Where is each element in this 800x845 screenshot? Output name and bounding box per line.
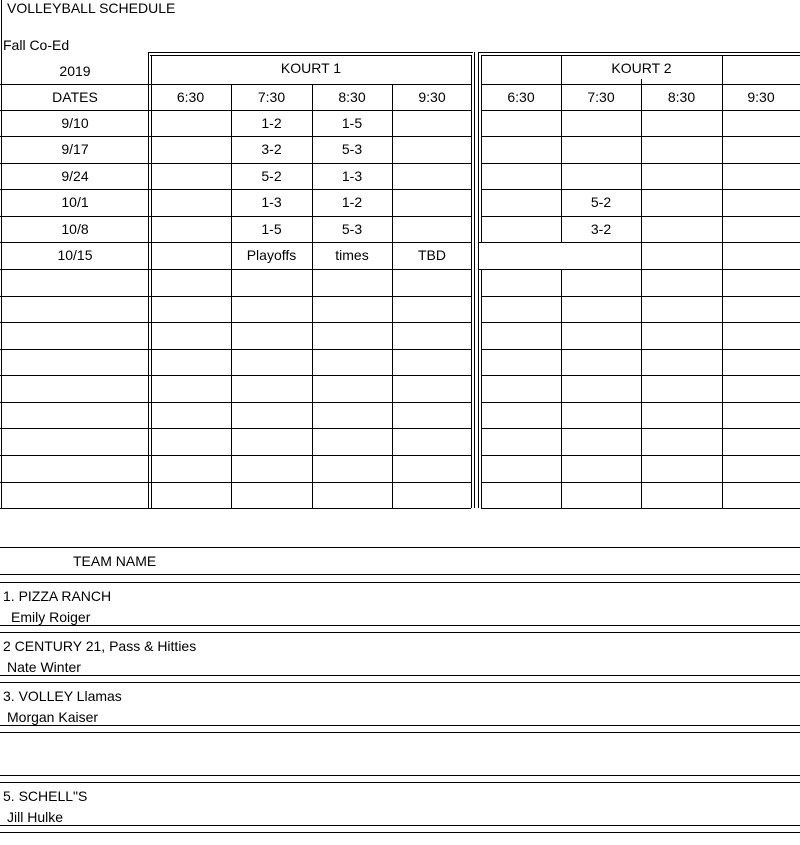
team-captain: Emily Roiger bbox=[11, 609, 91, 625]
kourt2-outer-top bbox=[478, 52, 800, 53]
dates-header: DATES bbox=[52, 89, 98, 105]
kourt1-match-cell bbox=[150, 242, 231, 268]
team-captain: Nate Winter bbox=[7, 659, 81, 675]
kourt1-match-cell bbox=[150, 189, 231, 215]
kourt2-match-cell bbox=[641, 189, 722, 215]
kourt1-match-cell: 1-5 bbox=[261, 221, 282, 237]
team-name-header: TEAM NAME bbox=[73, 553, 157, 569]
kourt1-match-cell bbox=[150, 216, 231, 242]
kourt1-match-cell: times bbox=[335, 247, 369, 263]
team-name: 3. VOLLEY Llamas bbox=[3, 688, 122, 704]
team-rule bbox=[0, 675, 800, 676]
time-header: 7:30 bbox=[587, 89, 615, 105]
kourt1-match-cell: Playoffs bbox=[246, 247, 297, 263]
team-name: 2 CENTURY 21, Pass & Hitties bbox=[3, 638, 197, 654]
team-rule bbox=[0, 625, 800, 626]
kourt2-match-cell bbox=[561, 110, 641, 136]
team-rule bbox=[0, 682, 800, 683]
kourt2-match-cell bbox=[722, 189, 800, 215]
time-header: 9:30 bbox=[418, 89, 446, 105]
kourt2-header-divider bbox=[722, 55, 723, 84]
team-rule bbox=[0, 782, 800, 783]
kourt1-match-cell bbox=[150, 110, 231, 136]
kourt1-match-cell: 5-3 bbox=[341, 221, 363, 237]
kourt1-match-cell: 1-3 bbox=[341, 168, 363, 184]
kourt2-match-cell bbox=[561, 242, 641, 268]
team-rule bbox=[0, 775, 800, 776]
row-line bbox=[0, 322, 471, 323]
time-header: 8:30 bbox=[667, 89, 696, 105]
team-name: 1. PIZZA RANCH bbox=[3, 588, 112, 604]
kourt1-match-cell bbox=[392, 216, 472, 242]
league-label: Fall Co-Ed bbox=[3, 37, 70, 53]
date-cell: 10/15 bbox=[57, 247, 93, 263]
kourt2-match-cell bbox=[641, 242, 722, 268]
kourt1-outer-top bbox=[148, 52, 473, 53]
team-rule bbox=[0, 832, 800, 833]
kourt2-match-cell bbox=[722, 242, 800, 268]
date-cell: 10/8 bbox=[61, 221, 89, 237]
row-line bbox=[0, 482, 471, 483]
row-line bbox=[0, 455, 471, 456]
row-line bbox=[0, 269, 471, 270]
kourt2-match-cell: 5-2 bbox=[590, 194, 612, 210]
team-rule bbox=[0, 632, 800, 633]
kourt1-match-cell: 1-2 bbox=[261, 115, 282, 131]
kourt2-match-cell bbox=[481, 136, 561, 162]
kourt1-match-cell bbox=[392, 110, 472, 136]
kourt2-match-cell bbox=[481, 242, 561, 268]
team-captain: Morgan Kaiser bbox=[7, 709, 99, 725]
time-header: 7:30 bbox=[257, 89, 286, 105]
kourt2-label: KOURT 2 bbox=[611, 60, 672, 76]
kourt1-match-cell bbox=[392, 189, 472, 215]
kourt1-match-cell: 1-5 bbox=[341, 115, 363, 131]
kourt1-match-cell bbox=[392, 163, 472, 189]
kourt2-match-cell bbox=[722, 136, 800, 162]
kourt2-match-cell bbox=[561, 136, 641, 162]
kourt1-match-cell bbox=[150, 136, 231, 162]
team-captain: Jill Hulke bbox=[7, 809, 64, 825]
kourt2-match-cell bbox=[641, 216, 722, 242]
teams-rule bbox=[0, 582, 800, 583]
time-header: 6:30 bbox=[176, 89, 205, 105]
kourt2-match-cell bbox=[722, 110, 800, 136]
kourt2-match-cell bbox=[481, 189, 561, 215]
teams-rule bbox=[0, 574, 800, 575]
kourt2-match-cell bbox=[481, 163, 561, 189]
row-line bbox=[0, 508, 471, 509]
date-cell: 10/1 bbox=[61, 194, 89, 210]
kourt1-label: KOURT 1 bbox=[280, 60, 342, 76]
kourt1-outer-right bbox=[474, 52, 475, 508]
kourt2-match-cell bbox=[722, 163, 800, 189]
kourt2-match-cell bbox=[561, 163, 641, 189]
team-rule bbox=[0, 732, 800, 733]
kourt1-match-cell: TBD bbox=[418, 247, 446, 263]
date-cell: 9/24 bbox=[61, 168, 89, 184]
kourt2-match-cell bbox=[641, 163, 722, 189]
time-header: 8:30 bbox=[338, 89, 366, 105]
kourt2-match-cell bbox=[641, 136, 722, 162]
kourt2-match-cell bbox=[722, 216, 800, 242]
kourt1-match-cell: 5-2 bbox=[261, 168, 282, 184]
kourt2-match-cell: 3-2 bbox=[590, 221, 612, 237]
kourt2-inner-left-bottom bbox=[481, 269, 482, 508]
time-header: 6:30 bbox=[507, 89, 535, 105]
kourt2-match-cell bbox=[641, 110, 722, 136]
kourt1-match-cell bbox=[150, 163, 231, 189]
kourt2-gap-bottom bbox=[478, 269, 641, 270]
kourt1-match-cell: 3-2 bbox=[261, 141, 282, 157]
kourt1-match-cell: 5-3 bbox=[341, 141, 363, 157]
teams-rule bbox=[0, 547, 800, 548]
kourt1-match-cell bbox=[392, 136, 472, 162]
kourt1-match-cell: 1-3 bbox=[261, 194, 282, 210]
time-header: 9:30 bbox=[747, 89, 775, 105]
team-name: 5. SCHELL"S bbox=[3, 788, 88, 804]
date-cell: 9/10 bbox=[61, 115, 89, 131]
year-label: 2019 bbox=[59, 63, 91, 79]
team-rule bbox=[0, 825, 800, 826]
kourt2-outer-left bbox=[478, 52, 479, 508]
schedule-title: VOLLEYBALL SCHEDULE bbox=[7, 0, 176, 16]
kourt2-match-cell bbox=[481, 216, 561, 242]
row-line bbox=[0, 349, 471, 350]
row-line bbox=[0, 428, 471, 429]
row-line bbox=[481, 508, 800, 509]
row-line bbox=[0, 402, 471, 403]
kourt1-match-cell: 1-2 bbox=[341, 194, 363, 210]
row-line bbox=[0, 296, 471, 297]
team-rule bbox=[0, 725, 800, 726]
date-cell: 9/17 bbox=[61, 141, 89, 157]
kourt2-match-cell bbox=[481, 110, 561, 136]
row-line bbox=[0, 375, 471, 376]
kourt2-col-divider bbox=[561, 269, 562, 508]
